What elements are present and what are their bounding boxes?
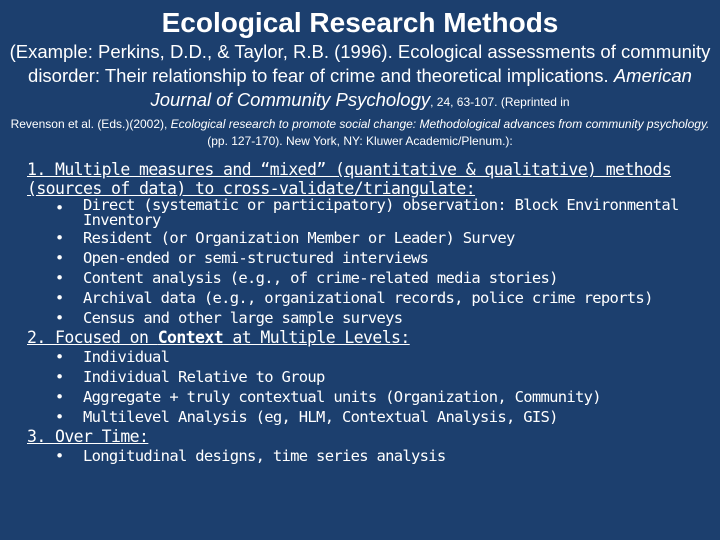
bullet-icon: •: [55, 249, 64, 267]
list-item: • Individual Relative to Group: [55, 368, 325, 386]
list-item: • Direct (systematic or participatory) observation: Block Environmental Inventory: [55, 196, 679, 229]
time-list: [27, 446, 717, 466]
list-item: • Archival data (e.g., organizational records, police crime reports): [55, 289, 653, 307]
bullet-icon: •: [55, 269, 64, 287]
reprint-editors: Revenson et al. (Eds.)(2002),: [10, 117, 171, 131]
bullet-icon: •: [55, 348, 64, 366]
bullet-icon: •: [55, 229, 64, 247]
citation-pages: , 24, 63-107.: [430, 95, 501, 109]
reprint-publisher: (pp. 127-170). New York, NY: Kluwer Academic/Plenum.):: [207, 134, 513, 148]
levels-list: [27, 347, 717, 427]
bullet-icon: •: [55, 289, 64, 307]
list-item: • Individual: [55, 348, 170, 366]
citation-text: (Example: Perkins, D.D., & Taylor, R.B. (1996). Ecological assessments of community disorder: Their relationship to fear of crime and theoretical implications.: [9, 41, 711, 86]
list-item: • Longitudinal designs, time series analysis: [55, 447, 446, 465]
reprint-lead: (Reprinted in: [500, 95, 570, 109]
slide-title: Ecological Research Methods: [161, 7, 559, 38]
measures-list: [27, 198, 717, 328]
reprint-citation: [6, 116, 714, 150]
bullet-icon: •: [55, 199, 64, 217]
list-item: • Open-ended or semi-structured interviews: [55, 249, 429, 267]
list-item: • Resident (or Organization Member or Leader) Survey: [55, 229, 515, 247]
list-item: • Content analysis (e.g., of crime-related media stories): [55, 269, 558, 287]
bullet-icon: •: [55, 309, 64, 327]
slide-body: [27, 160, 717, 466]
section-heading-context: 2. Focused on Context at Multiple Levels:: [27, 328, 410, 347]
bullet-icon: •: [55, 388, 64, 406]
list-item: • Census and other large sample surveys: [55, 309, 403, 327]
bullet-icon: •: [55, 408, 64, 426]
list-item: • Multilevel Analysis (eg, HLM, Contextual Analysis, GIS): [55, 408, 558, 426]
context-emphasis: Context: [157, 328, 224, 347]
citation: [8, 40, 712, 114]
reprint-book-title: Ecological research to promote social change: Methodological advances from community psychology.: [170, 117, 710, 131]
journal-name: American Journal of Community Psychology: [150, 65, 692, 110]
bullet-icon: •: [55, 447, 64, 465]
list-item: • Aggregate + truly contextual units (Organization, Community): [55, 388, 601, 406]
bullet-icon: •: [55, 368, 64, 386]
section-heading-measures: 1. Multiple measures and “mixed” (quantitative & qualitative) methods (sources of data) to cross-validate/triangulate:: [27, 160, 672, 198]
section-heading-time: 3. Over Time:: [27, 427, 149, 446]
